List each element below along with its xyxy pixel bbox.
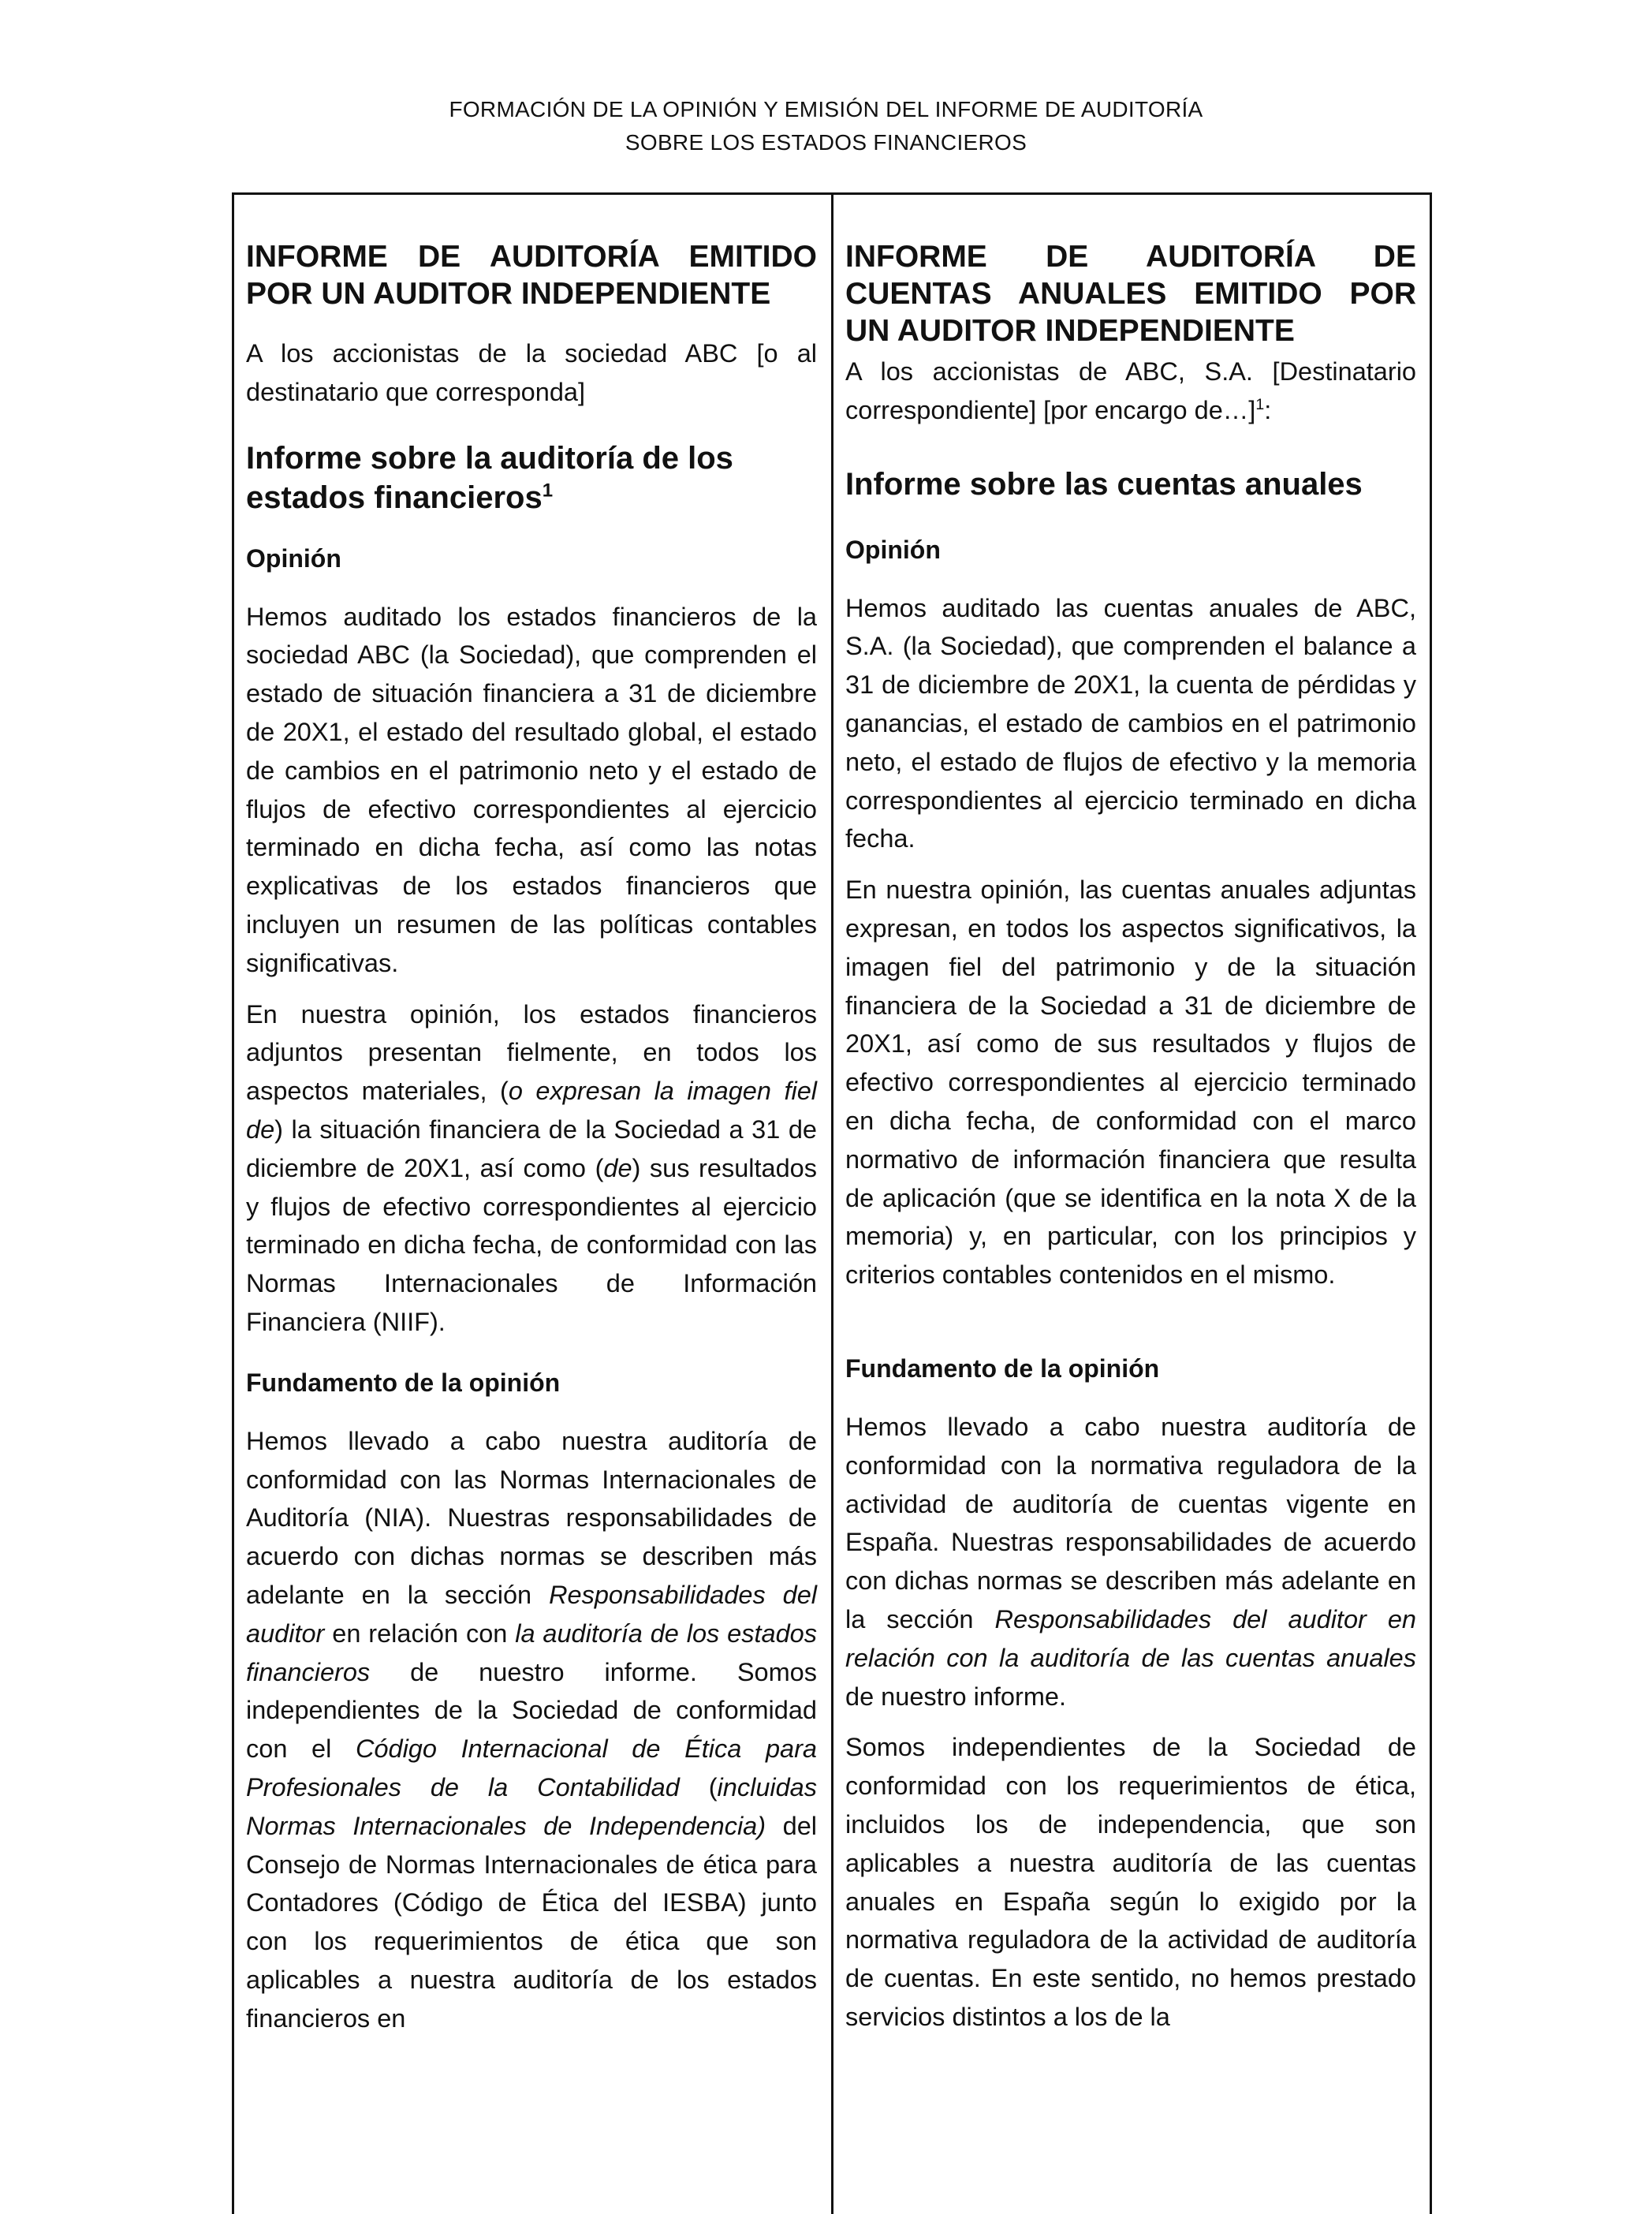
page-header	[0, 93, 1652, 159]
right-basis-heading: Fundamento de la opinión	[845, 1353, 1160, 1383]
text-run: ) la situación financiera de la Sociedad a 31 de diciembre de 20X1, así como (	[246, 1114, 817, 1182]
right-opinion-heading: Opinión	[845, 535, 941, 564]
left-column	[246, 238, 817, 2037]
header-line-2: SOBRE LOS ESTADOS FINANCIEROS	[625, 130, 1027, 155]
table-column-divider	[831, 195, 833, 2214]
italic-run: Responsabilidades del auditor en relación con la auditoría de las cuentas anuales	[845, 1604, 1416, 1672]
text-run: Hemos llevado a cabo nuestra auditoría de conformidad con las Normas Internacionales de Auditoría (NIA). Nuestras responsabilidades de acuerdo con dichas normas se describen más adelante en la sección	[246, 1426, 817, 1609]
comparison-table	[232, 192, 1432, 2214]
right-report-title-line-3: UN AUDITOR INDEPENDIENTE	[845, 314, 1295, 348]
header-line-1: FORMACIÓN DE LA OPINIÓN Y EMISIÓN DEL INFORME DE AUDITORÍA	[449, 97, 1203, 121]
left-report-title-line-1: INFORME DE AUDITORÍA EMITIDO	[246, 240, 817, 274]
text-run: Hemos llevado a cabo nuestra auditoría de conformidad con la normativa reguladora de la actividad de auditoría de cuentas vigente en España. Nuestras responsabilidades de acuerdo con dichas normas se describen más adelante en la sección	[845, 1412, 1416, 1633]
table-border-right	[1430, 195, 1432, 2214]
italic-run: o expresan la imagen fiel de	[246, 1077, 817, 1144]
text-run: En nuestra opinión, los estados financieros adjuntos presentan fielmente, en todos los aspectos materiales, (	[246, 999, 817, 1106]
text-run: de nuestro informe. Somos independientes de la Sociedad de conformidad con el	[246, 1657, 817, 1764]
text-run: de nuestro informe.	[845, 1682, 1067, 1711]
right-opinion-paragraph-1: Hemos auditado las cuentas anuales de ABC, S.A. (la Sociedad), que comprenden el balance a 31 de diciembre de 20X1, la cuenta de pérdidas y ganancias, el estado de cambios en el patrimonio neto, el estado de flujos de efectivo y la memoria correspondientes al ejercicio terminado en dicha fecha.	[845, 593, 1416, 853]
italic-run: de	[603, 1153, 632, 1182]
left-opinion-paragraph-2	[246, 995, 817, 1342]
right-basis-paragraph-1	[845, 1408, 1416, 1716]
left-basis-paragraph	[246, 1422, 817, 2038]
right-report-title-line-1: INFORME DE AUDITORÍA DE	[845, 240, 1416, 274]
left-opinion-paragraph-1: Hemos auditado los estados financieros de la sociedad ABC (la Sociedad), que comprenden el estado de situación financiera a 31 de diciembre de 20X1, el estado del resultado global, el estado de cambios en el patrimonio neto y el estado de flujos de efectivo correspondientes al ejercicio terminado en dicha fecha, así como las notas explicativas de los estados financieros que incluyen un resumen de las políticas contables significativas.	[246, 602, 817, 977]
text-run: del Consejo de Normas Internacionales de ética para Contadores (Código de Ética del IESBA) junto con los requerimientos de ética que son aplicables a nuestra auditoría de los estados financieros en	[246, 1811, 818, 2033]
left-addressee: A los accionistas de la sociedad ABC [o al destinatario que corresponda]	[246, 339, 817, 406]
italic-run: la auditoría de los estados financieros	[246, 1618, 817, 1686]
italic-run: incluidas Normas Internacionales de Independencia)	[246, 1772, 818, 1840]
left-basis-heading: Fundamento de la opinión	[246, 1368, 561, 1397]
left-report-heading-text: Informe sobre la auditoría de los estados financieros	[246, 440, 733, 515]
right-opinion-paragraph-2: En nuestra opinión, las cuentas anuales adjuntas expresan, en todos los aspectos significativos, la imagen fiel del patrimonio y de la situación financiera de la Sociedad a 31 de diciembre de 20X1, así como de sus resultados y flujos de efectivo correspondientes al ejercicio terminado en dicha fecha, de conformidad con el marco normativo de información financiera que resulta de aplicación (que se identifica en la nota X de la memoria) y, en particular, con los principios y criterios contables contenidos en el mismo.	[845, 876, 1416, 1290]
italic-run: Responsabilidades del auditor	[246, 1580, 817, 1648]
right-column	[845, 238, 1416, 2037]
table-border-left	[232, 195, 234, 2214]
footnote-ref: 1	[542, 480, 554, 502]
footnote-ref: 1	[1255, 395, 1265, 413]
left-report-title-line-2: POR UN AUDITOR INDEPENDIENTE	[246, 277, 771, 311]
text-run: ) sus resultados y flujos de efectivo correspondientes al ejercicio terminado en dicha fecha, de conformidad con las Normas Internacionales de Información Financiera (NIIF).	[246, 1153, 818, 1336]
left-report-heading	[246, 439, 817, 517]
right-report-title-line-2: CUENTAS ANUALES EMITIDO POR	[845, 277, 1416, 311]
text-run: (	[679, 1772, 718, 1801]
left-opinion-heading: Opinión	[246, 543, 341, 573]
text-run: en relación con	[324, 1618, 516, 1648]
right-addressee	[845, 353, 1416, 430]
italic-run: Código Internacional de Ética para Profesionales de la Contabilidad	[246, 1734, 817, 1801]
right-basis-paragraph-2: Somos independientes de la Sociedad de conformidad con los requerimientos de ética, incluidos los de independencia, que son aplicables a nuestra auditoría de las cuentas anuales en España según lo exigido por la normativa reguladora de la actividad de auditoría de cuentas. En este sentido, no hemos prestado servicios distintos a los de la	[845, 1733, 1416, 2031]
right-addressee-text: A los accionistas de ABC, S.A. [Destinatario correspondiente] [por encargo de…]	[845, 357, 1416, 424]
right-report-heading: Informe sobre las cuentas anuales	[845, 466, 1363, 502]
text-run: :	[1264, 395, 1272, 424]
